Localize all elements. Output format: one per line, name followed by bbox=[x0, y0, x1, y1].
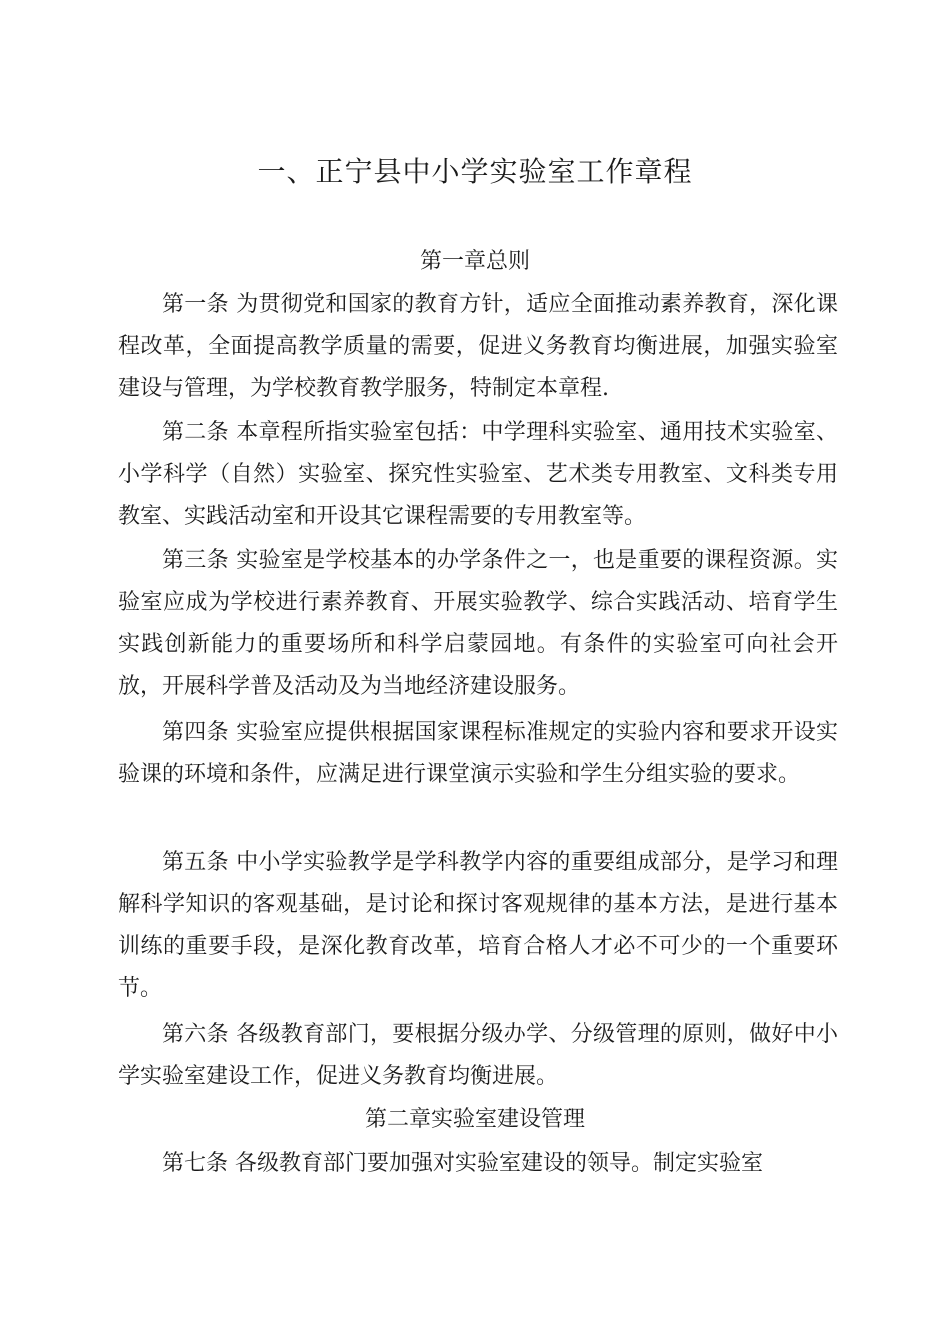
article-6: 第六条 各级教育部门，要根据分级办学、分级管理的原则，做好中小学实验室建设工作，促进义务教育均衡进展。 bbox=[118, 1022, 838, 1089]
article-5: 第五条 中小学实验教学是学科教学内容的重要组成部分，是学习和理解科学知识的客观基础，是讨论和探讨客观规律的基本方法，是进行基本训练的重要手段，是深化教育改革，培育合格人才必不可少的一个重要环节。 bbox=[118, 850, 838, 1001]
article-7: 第七条 各级教育部门要加强对实验室建设的领导。制定实验室 bbox=[162, 1151, 763, 1176]
article-2: 第二条 本章程所指实验室包括：中学理科实验室、通用技术实验室、小学科学（自然）实验室、探究性实验室、艺术类专用教室、文科类专用教室、实践活动室和开设其它课程需要的专用教室等。 bbox=[118, 420, 838, 529]
chapter-heading-1: 第一章总则 bbox=[419, 249, 530, 274]
article-1: 第一条 为贯彻党和国家的教育方针，适应全面推动素养教育，深化课程改革，全面提高教学质量的需要，促进义务教育均衡进展，加强实验室建设与管理，为学校教育教学服务，特制定本章程. bbox=[118, 292, 838, 401]
document-title: 一、正宁县中小学实验室工作章程 bbox=[257, 155, 693, 188]
chapter-heading-2: 第二章实验室建设管理 bbox=[364, 1107, 585, 1132]
article-4: 第四条 实验室应提供根据国家课程标准规定的实验内容和要求开设实验课的环境和条件，应满足进行课堂演示实验和学生分组实验的要求。 bbox=[118, 720, 838, 787]
article-3: 第三条 实验室是学校基本的办学条件之一，也是重要的课程资源。实验室应成为学校进行素养教育、开展实验教学、综合实践活动、培育学生实践创新能力的重要场所和科学启蒙园地。有条件的实验室可向社会开放，开展科学普及活动及为当地经济建设服务。 bbox=[118, 548, 838, 699]
